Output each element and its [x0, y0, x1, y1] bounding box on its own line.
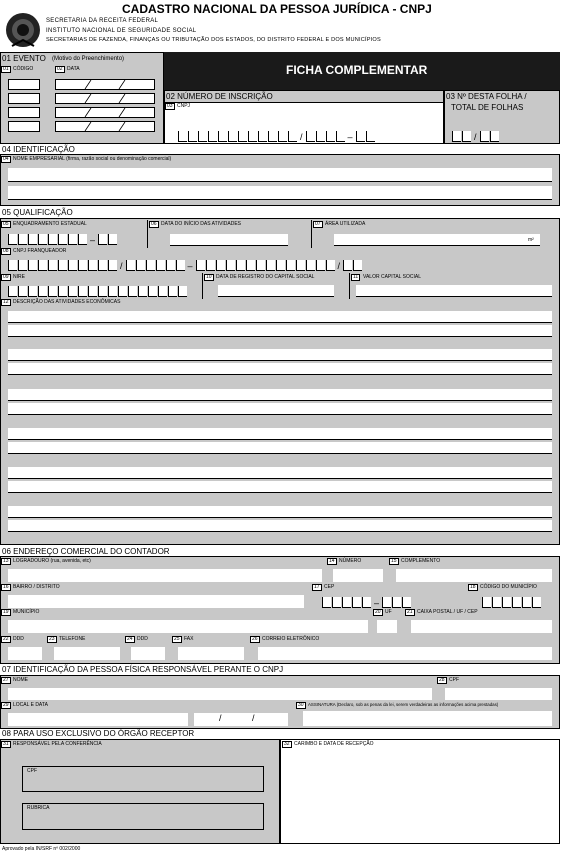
- digit-cell[interactable]: [362, 597, 371, 608]
- digit-cell[interactable]: [118, 286, 127, 297]
- f28-label: CPF: [449, 677, 459, 683]
- f09-label: NIRE: [13, 274, 25, 280]
- digit-cell[interactable]: [128, 286, 137, 297]
- digit-cell[interactable]: [276, 260, 285, 271]
- f27-number: 27: [3, 677, 9, 683]
- local-input[interactable]: [8, 713, 188, 726]
- f11-label: VALOR CAPITAL SOCIAL: [363, 274, 421, 280]
- digit-cell[interactable]: [402, 597, 411, 608]
- f23-label: TELEFONE: [59, 636, 86, 642]
- digit-cell[interactable]: [78, 260, 87, 271]
- date-slashes: [55, 79, 155, 133]
- area-input[interactable]: [334, 234, 540, 246]
- atividade-line[interactable]: [8, 428, 552, 440]
- digit-cell[interactable]: [196, 260, 205, 271]
- atividade-line[interactable]: [8, 349, 552, 361]
- f06-label: DATA DO INÍCIO DAS ATIVIDADES: [161, 221, 242, 227]
- digit-cell[interactable]: [198, 131, 207, 142]
- f17-number: 17: [314, 584, 320, 590]
- f19-number: 19: [3, 609, 9, 615]
- cpf-conferencia-label: CPF: [27, 768, 37, 774]
- f07-number: 07: [315, 221, 321, 227]
- digit-cell[interactable]: [68, 286, 77, 297]
- digit-cell[interactable]: [296, 260, 305, 271]
- digit-cell[interactable]: [462, 131, 471, 142]
- rubrica-box[interactable]: [22, 803, 264, 830]
- f30-number: 30: [298, 702, 304, 708]
- nome-empresarial-line-1[interactable]: [8, 168, 552, 182]
- digit-cell[interactable]: [58, 260, 67, 271]
- digit-cell[interactable]: [502, 597, 511, 608]
- f04-label: NOME EMPRESARIAL (firma, razão social ou denominação comercial): [13, 156, 172, 162]
- digit-cell[interactable]: [353, 260, 362, 271]
- f05-label: ENQUADRAMENTO ESTADUAL: [13, 221, 87, 227]
- digit-cell[interactable]: [18, 286, 27, 297]
- digit-cell[interactable]: [48, 260, 57, 271]
- coat-of-arms-icon: [4, 10, 42, 50]
- codigo-input-4[interactable]: [8, 121, 40, 132]
- digit-cell[interactable]: [28, 234, 37, 245]
- digit-cell[interactable]: [226, 260, 235, 271]
- logradouro-input[interactable]: [8, 569, 322, 582]
- f22-label: DDD: [13, 636, 24, 642]
- digit-cell[interactable]: [136, 260, 145, 271]
- digit-cell[interactable]: [98, 234, 107, 245]
- orgao-title: 08 PARA USO EXCLUSIVO DO ÓRGÃO RECEPTOR: [2, 729, 195, 738]
- atividade-line[interactable]: [8, 506, 552, 518]
- digit-cell[interactable]: [480, 131, 489, 142]
- digit-cell[interactable]: [256, 260, 265, 271]
- f01-number: 01: [3, 66, 9, 72]
- identificacao-title: 04 IDENTIFICAÇÃO: [2, 145, 75, 154]
- digit-cell[interactable]: [342, 597, 351, 608]
- digit-cell[interactable]: [512, 597, 521, 608]
- f20-number: 20: [375, 609, 381, 615]
- area-unit: m²: [528, 237, 534, 243]
- digit-cell[interactable]: [278, 131, 287, 142]
- f12-number: 12: [3, 299, 9, 305]
- f25-label: FAX: [184, 636, 194, 642]
- divider: [349, 273, 350, 299]
- cell-separator: /: [337, 261, 341, 271]
- digit-cell[interactable]: [326, 131, 335, 142]
- f06-number: 06: [151, 221, 157, 227]
- f18-label: CÓDIGO DO MUNICÍPIO: [480, 584, 537, 590]
- divider: [202, 273, 203, 299]
- bairro-input[interactable]: [8, 595, 304, 608]
- f02-label: DATA: [67, 66, 80, 72]
- f11-number: 11: [353, 274, 359, 280]
- f12-label: DESCRIÇÃO DAS ATIVIDADES ECONÔMICAS: [13, 299, 121, 305]
- digit-cell[interactable]: [238, 131, 247, 142]
- f24-number: 24: [127, 636, 133, 642]
- f32-number: 32: [284, 741, 290, 747]
- digit-cell[interactable]: [492, 597, 501, 608]
- codigo-municipio-cells[interactable]: [482, 597, 541, 608]
- f08-number: 08: [3, 248, 9, 254]
- digit-cell[interactable]: [206, 260, 215, 271]
- digit-cell[interactable]: [522, 597, 531, 608]
- endereco-title: 06 ENDEREÇO COMERCIAL DO CONTADOR: [2, 547, 170, 556]
- cnpj-cells[interactable]: [178, 131, 375, 143]
- digit-cell[interactable]: [68, 234, 77, 245]
- atividade-line[interactable]: [8, 442, 552, 454]
- digit-cell[interactable]: [490, 131, 499, 142]
- ddd-input[interactable]: [8, 647, 42, 660]
- digit-cell[interactable]: [356, 131, 365, 142]
- digit-cell[interactable]: [8, 234, 17, 245]
- date-slash: /: [252, 713, 255, 723]
- digit-cell[interactable]: [28, 260, 37, 271]
- pessoa-title: 07 IDENTIFICAÇÃO DA PESSOA FÍSICA RESPONSÁVEL PERANTE O CNPJ: [2, 665, 284, 674]
- digit-cell[interactable]: [208, 131, 217, 142]
- atividade-line[interactable]: [8, 467, 552, 479]
- digit-cell[interactable]: [218, 131, 227, 142]
- digit-cell[interactable]: [48, 286, 57, 297]
- date-slash: /: [219, 713, 222, 723]
- f25-number: 25: [174, 636, 180, 642]
- digit-cell[interactable]: [158, 286, 167, 297]
- org-line-1: SECRETARIA DA RECEITA FEDERAL: [46, 18, 159, 24]
- digit-cell[interactable]: [178, 286, 187, 297]
- f16-label: BAIRRO / DISTRITO: [13, 584, 60, 590]
- digit-cell[interactable]: [306, 131, 315, 142]
- f17-label: CEP: [324, 584, 335, 590]
- f23-number: 23: [49, 636, 55, 642]
- digit-cell[interactable]: [78, 234, 87, 245]
- f10-number: 10: [206, 274, 212, 280]
- divider: [311, 220, 312, 248]
- digit-cell[interactable]: [148, 286, 157, 297]
- digit-cell[interactable]: [286, 260, 295, 271]
- digit-cell[interactable]: [88, 286, 97, 297]
- municipio-input[interactable]: [8, 620, 368, 633]
- cep-cells[interactable]: [322, 597, 411, 609]
- digit-cell[interactable]: [288, 131, 297, 142]
- f05-number: 05: [3, 221, 9, 227]
- digit-cell[interactable]: [58, 234, 67, 245]
- atividade-line[interactable]: [8, 311, 552, 323]
- digit-cell[interactable]: [98, 286, 107, 297]
- digit-cell[interactable]: [138, 286, 147, 297]
- digit-cell[interactable]: [88, 260, 97, 271]
- digit-cell[interactable]: [166, 260, 175, 271]
- f28-number: 28: [439, 677, 445, 683]
- f09-number: 09: [3, 274, 9, 280]
- digit-cell[interactable]: [38, 286, 47, 297]
- cell-separator: –: [347, 132, 353, 142]
- data-inicio-input[interactable]: [170, 234, 288, 246]
- digit-cell[interactable]: [316, 131, 325, 142]
- digit-cell[interactable]: [266, 260, 275, 271]
- nome-responsavel-input[interactable]: [8, 688, 432, 700]
- digit-cell[interactable]: [28, 286, 37, 297]
- digit-cell[interactable]: [98, 260, 107, 271]
- f01-label: CÓDIGO: [13, 66, 34, 72]
- digit-cell[interactable]: [178, 131, 187, 142]
- digit-cell[interactable]: [78, 286, 87, 297]
- digit-cell[interactable]: [8, 286, 17, 297]
- digit-cell[interactable]: [482, 597, 491, 608]
- cpf-conferencia-box[interactable]: [22, 766, 264, 792]
- atividade-line[interactable]: [8, 325, 552, 337]
- evento-note: (Motivo do Preenchimento): [52, 56, 125, 62]
- qualificacao-title: 05 QUALIFICAÇÃO: [2, 208, 73, 217]
- digit-cell[interactable]: [228, 131, 237, 142]
- f21-number: 21: [407, 609, 413, 615]
- digit-cell[interactable]: [452, 131, 461, 142]
- f07-label: ÁREA UTILIZADA: [325, 221, 366, 227]
- digit-cell[interactable]: [316, 260, 325, 271]
- f08-label: CNPJ FRANQUEADOR: [13, 248, 67, 254]
- digit-cell[interactable]: [156, 260, 165, 271]
- f31-number: 31: [3, 741, 9, 747]
- digit-cell[interactable]: [108, 286, 117, 297]
- ficha-banner-title: FICHA COMPLEMENTAR: [286, 63, 428, 77]
- fax-input[interactable]: [178, 647, 244, 660]
- digit-cell[interactable]: [176, 260, 185, 271]
- digit-cell[interactable]: [38, 260, 47, 271]
- f30-label: ASSINATURA (Declaro, sob as penas da lei, serem verdadeiras as informações acima prestadas): [308, 702, 499, 707]
- email-input[interactable]: [258, 647, 552, 660]
- org-line-2: INSTITUTO NACIONAL DE SEGURIDADE SOCIAL: [46, 28, 197, 34]
- f15-number: 15: [391, 558, 397, 564]
- f20-label: UF: [385, 609, 392, 615]
- digit-cell[interactable]: [58, 286, 67, 297]
- digit-cell[interactable]: [248, 131, 257, 142]
- codigo-input-1[interactable]: [8, 79, 40, 90]
- nome-empresarial-line-2[interactable]: [8, 186, 552, 200]
- caixa-postal-input[interactable]: [411, 620, 552, 633]
- cnpj-franqueador-cells[interactable]: [8, 260, 362, 272]
- digit-cell[interactable]: [108, 234, 117, 245]
- assinatura-input[interactable]: [303, 711, 552, 726]
- form-title: CADASTRO NACIONAL DA PESSOA JURÍDICA - CNPJ: [122, 2, 432, 16]
- valor-capital-input[interactable]: [356, 285, 552, 297]
- digit-cell[interactable]: [366, 131, 375, 142]
- digit-cell[interactable]: [326, 260, 335, 271]
- cpf-responsavel-input[interactable]: [445, 688, 552, 700]
- digit-cell[interactable]: [168, 286, 177, 297]
- f22-number: 22: [3, 636, 9, 642]
- uf-input[interactable]: [377, 620, 397, 633]
- digit-cell[interactable]: [108, 260, 117, 271]
- cell-separator: –: [90, 235, 96, 245]
- digit-cell[interactable]: [352, 597, 361, 608]
- f27-label: NOME: [13, 677, 28, 683]
- digit-cell[interactable]: [188, 131, 197, 142]
- f16-number: 16: [3, 584, 9, 590]
- cnpj-label: CNPJ: [177, 103, 191, 109]
- cell-separator: –: [187, 261, 193, 271]
- approval-footer: Aprovado pela IN/SRF nº 002/2000: [2, 846, 81, 852]
- digit-cell[interactable]: [382, 597, 391, 608]
- atividade-line[interactable]: [8, 520, 552, 532]
- f13-number: 13: [3, 558, 9, 564]
- f13-label: LOGRADOURO (rua, avenida, etc): [13, 558, 91, 564]
- cell-separator: /: [300, 132, 303, 142]
- org-line-3: SECRETARIAS DE FAZENDA, FINANÇAS OU TRIBUTAÇÃO DOS ESTADOS, DO DISTRITO FEDERAL E DOS MUNICÍPIOS: [46, 37, 381, 43]
- digit-cell[interactable]: [332, 597, 341, 608]
- f19-label: MUNICÍPIO: [13, 609, 40, 615]
- atividade-line[interactable]: [8, 389, 552, 401]
- f02-number: 02: [57, 66, 63, 72]
- data-registro-input[interactable]: [218, 285, 334, 297]
- f04-number: 04: [3, 156, 9, 162]
- f26-number: 26: [252, 636, 258, 642]
- f10-label: DATA DE REGISTRO DO CAPITAL SOCIAL: [216, 274, 315, 280]
- ddd-fax-input[interactable]: [131, 647, 165, 660]
- folha-line-1: 03 Nº DESTA FOLHA /: [446, 92, 527, 101]
- data-local-input[interactable]: [194, 713, 288, 726]
- carimbo-box[interactable]: [280, 739, 560, 844]
- telefone-input[interactable]: [54, 647, 120, 660]
- codigo-input-2[interactable]: [8, 93, 40, 104]
- f21-label: CAIXA POSTAL / UF / CEP: [417, 609, 478, 615]
- folha-cells[interactable]: [452, 131, 499, 143]
- digit-cell[interactable]: [38, 234, 47, 245]
- digit-cell[interactable]: [126, 260, 135, 271]
- f14-number: 14: [329, 558, 335, 564]
- digit-cell[interactable]: [306, 260, 315, 271]
- nire-cells[interactable]: [8, 286, 187, 297]
- enquadramento-cells[interactable]: [8, 234, 117, 246]
- digit-cell[interactable]: [48, 234, 57, 245]
- digit-cell[interactable]: [68, 260, 77, 271]
- f29-number: 29: [3, 702, 9, 708]
- digit-cell[interactable]: [216, 260, 225, 271]
- divider: [147, 220, 148, 248]
- cell-separator: /: [120, 261, 123, 271]
- atividade-line[interactable]: [8, 481, 552, 493]
- digit-cell[interactable]: [8, 260, 17, 271]
- f24-label: DDD: [137, 636, 148, 642]
- codigo-input-3[interactable]: [8, 107, 40, 118]
- complemento-input[interactable]: [396, 569, 552, 582]
- f31-label: RESPONSÁVEL PELA CONFERÊNCIA: [13, 741, 102, 747]
- digit-cell[interactable]: [18, 260, 27, 271]
- digit-cell[interactable]: [392, 597, 401, 608]
- cell-separator: –: [374, 598, 380, 608]
- folha-line-2: TOTAL DE FOLHAS: [451, 103, 524, 112]
- digit-cell[interactable]: [258, 131, 267, 142]
- f18-number: 18: [470, 584, 476, 590]
- numero-input[interactable]: [333, 569, 383, 582]
- digit-cell[interactable]: [146, 260, 155, 271]
- atividade-line[interactable]: [8, 403, 552, 415]
- rubrica-label: RUBRICA: [27, 805, 50, 811]
- f14-label: NÚMERO: [339, 558, 362, 564]
- digit-cell[interactable]: [322, 597, 331, 608]
- f15-label: COMPLEMENTO: [401, 558, 441, 564]
- atividade-line[interactable]: [8, 363, 552, 375]
- digit-cell[interactable]: [236, 260, 245, 271]
- digit-cell[interactable]: [246, 260, 255, 271]
- f26-label: CORREIO ELETRÔNICO: [262, 636, 320, 642]
- digit-cell[interactable]: [336, 131, 345, 142]
- digit-cell[interactable]: [18, 234, 27, 245]
- inscricao-title: 02 NÚMERO DE INSCRIÇÃO: [166, 92, 273, 101]
- digit-cell[interactable]: [343, 260, 352, 271]
- f32-label: CARIMBO E DATA DE RECEPÇÃO: [294, 741, 374, 747]
- cell-separator: /: [474, 132, 477, 142]
- f29-label: LOCAL E DATA: [13, 702, 48, 708]
- cnpj-number: 03: [167, 103, 173, 109]
- digit-cell[interactable]: [532, 597, 541, 608]
- evento-section-title: 01 EVENTO: [2, 54, 46, 63]
- digit-cell[interactable]: [268, 131, 277, 142]
